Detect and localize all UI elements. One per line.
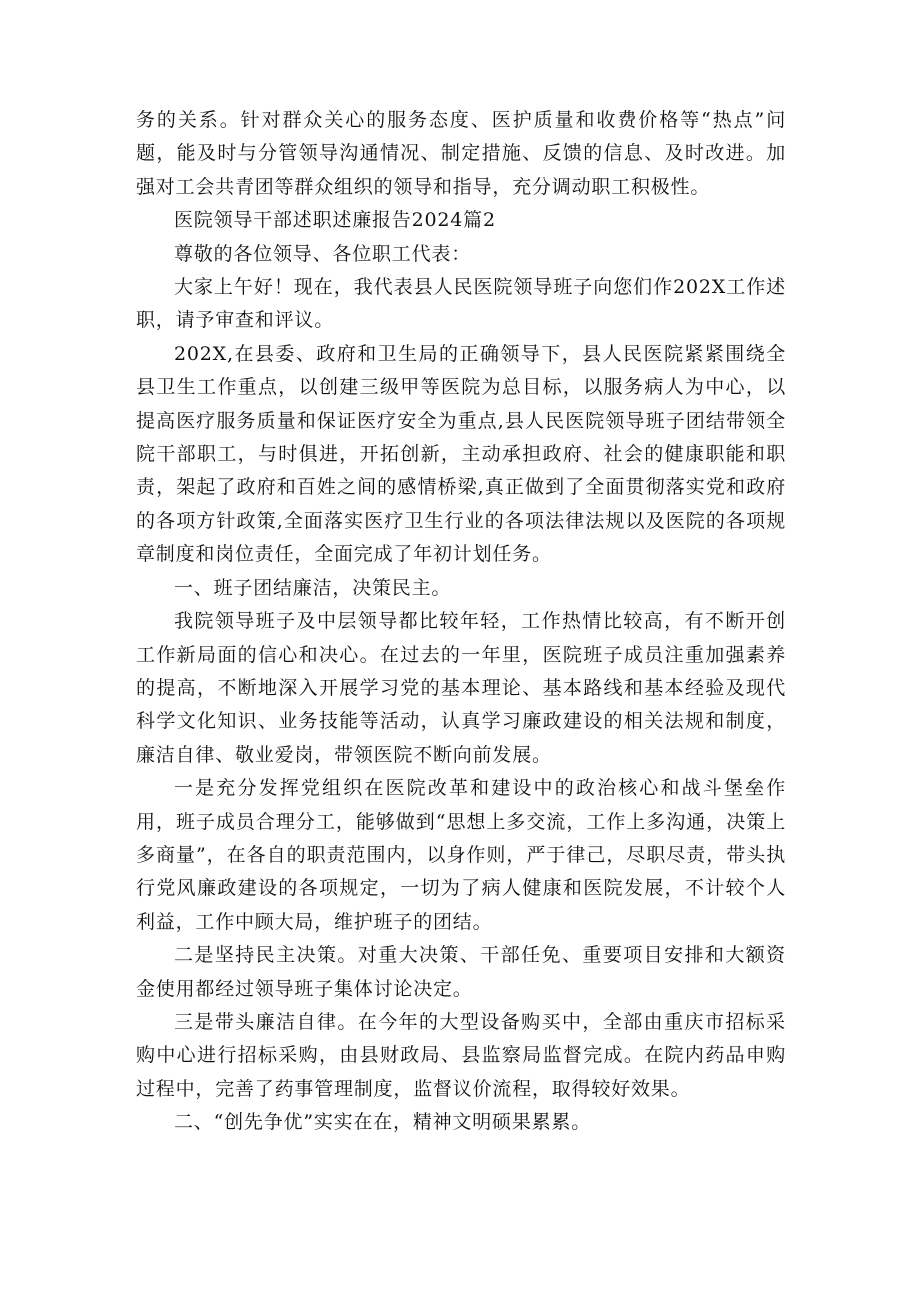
heading-part-two: 二、“创先争优”实实在在，精神文明硕果累累。	[174, 1111, 592, 1134]
paragraph-point-two: 二是坚持民主决策。对重大决策、干部任免、重要项目安排和大额资金使用都经过领导班子集体讨论决定。	[136, 944, 786, 1000]
paragraph-opening: 大家上午好！现在，我代表县人民医院领导班子向您们作202X工作述职，请予审查和评议。	[136, 276, 786, 332]
heading-part-one: 一、班子团结廉洁，决策民主。	[174, 576, 452, 599]
paragraph-point-one: 一是充分发挥党组织在医院改革和建设中的政治核心和战斗堡垒作用，班子成员合理分工，能够做到“思想上多交流，工作上多沟通，决策上多商量”，在各自的职责范围内，以身作则，严于律己，尽职尽责，带头执行党风廉政建设的各项规定，一切为了病人健康和医院发展，不计较个人利益，工作中顾大局，维护班子的团结。	[136, 777, 786, 933]
paragraph-overview: 202X,在县委、政府和卫生局的正确领导下，县人民医院紧紧围绕全县卫生工作重点，以创建三级甲等医院为总目标，以服务病人为中心，以提高医疗服务质量和保证医疗安全为重点,县人民医院领导班子团结带领全院干部职工，与时俱进，开拓创新，主动承担政府、社会的健康职能和职责，架起了政府和百姓之间的感情桥梁,真正做到了全面贯彻落实党和政府的各项方针政策,全面落实医疗卫生行业的各项法律法规以及医院的各项规章制度和岗位责任，全面完成了年初计划任务。	[136, 342, 786, 566]
paragraph-point-three: 三是带头廉洁自律。在今年的大型设备购买中，全部由重庆市招标采购中心进行招标采购，由县财政局、县监察局监督完成。在院内药品申购过程中，完善了药事管理制度，监督议价流程，取得较好效果。	[136, 1010, 786, 1100]
paragraph-team: 我院领导班子及中层领导都比较年轻，工作热情比较高，有不断开创工作新局面的信心和决心。在过去的一年里，医院班子成员注重加强素养的提高，不断地深入开展学习党的基本理论、基本路线和基本经验及现代科学文化知识、业务技能等活动，认真学习廉政建设的相关法规和制度，廉洁自律、敬业爱岗，带领医院不断向前发展。	[136, 610, 786, 766]
salutation: 尊敬的各位领导、各位职工代表：	[174, 242, 472, 265]
section-title: 医院领导干部述职述廉报告2024篇2	[174, 209, 496, 232]
paragraph-continuation: 务的关系。针对群众关心的服务态度、医护质量和收费价格等“热点”问题，能及时与分管领导沟通情况、制定措施、反馈的信息、及时改进。加强对工会共青团等群众组织的领导和指导，充分调动职工积极性。	[136, 109, 786, 198]
document-body	[136, 104, 786, 1140]
